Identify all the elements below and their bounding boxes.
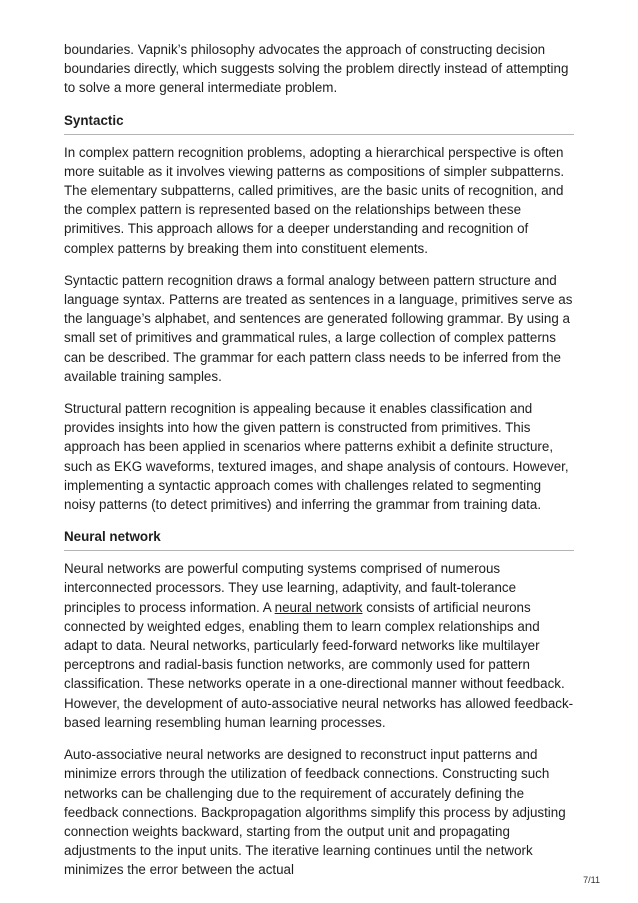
syntactic-paragraph-2: Syntactic pattern recognition draws a formal analogy between pattern structure and language syntax. Patterns are treated as sentences in a language, primitives serve as the language’s alphabet, and sentences are generated following grammar. By using a small set of primitives and grammatical rules, a large collection of complex patterns can be described. The grammar for each pattern class needs to be inferred from the available training samples.: [64, 272, 573, 384]
neural-network-link[interactable]: neural network: [274, 599, 363, 615]
intro-paragraph: boundaries. Vapnik’s philosophy advocates the approach of constructing decision boundaries directly, which suggests solving the problem directly instead of attempting to solve a more general intermediate problem.: [64, 42, 569, 96]
neural-paragraph-1: [64, 559, 574, 732]
syntactic-paragraph-3: Structural pattern recognition is appealing because it enables classification and provides insights into how the given pattern is constructed from primitives. This approach has been applied in scenarios where patterns exhibit a definite structure, such as EKG waveforms, textured images, and shape analysis of contours. However, implementing a syntactic approach comes with challenges related to segmenting noisy patterns (to detect primitives) and inferring the grammar from training data.: [64, 401, 569, 513]
page-number: 7/11: [583, 875, 600, 885]
document-page: [64, 40, 574, 893]
section-heading-syntactic: Syntactic: [64, 111, 574, 135]
section-heading-neural-network: Neural network: [64, 527, 574, 551]
neural-paragraph-2: Auto-associative neural networks are designed to reconstruct input patterns and minimize errors through the utilization of feedback connections. Constructing such networks can be challenging due to the requirement of accurately defining the feedback connections. Backpropagation algorithms simplify this process by adjusting connection weights backward, starting from the output unit and propagating adjustments to the input units. The iterative learning continues until the network minimizes the error between the actual: [64, 747, 566, 878]
neural-paragraph-1-end: consists of artificial neurons connected by weighted edges, enabling them to learn complex relationships and adapt to data. Neural networks, particularly feed-forward networks like multilayer perceptrons and radial-basis function networks, are commonly used for pattern classification. These networks operate in a one-directional manner without feedback. However, the development of auto-associative neural networks has allowed feedback-based learning resembling human learning processes.: [64, 599, 574, 730]
syntactic-paragraph-1: In complex pattern recognition problems, adopting a hierarchical perspective is often more suitable as it involves viewing patterns as compositions of simpler subpatterns. The elementary subpatterns, called primitives, are the basic units of recognition, and the complex pattern is represented based on the relationships between these primitives. This approach allows for a deeper understanding and recognition of complex patterns by breaking them into constituent elements.: [64, 144, 565, 256]
neural-paragraph-1-start: Neural networks are powerful computing systems comprised of numerous interconnected processors. They use learning, adaptivity, and fault-tolerance principles to process information. A: [64, 561, 517, 615]
